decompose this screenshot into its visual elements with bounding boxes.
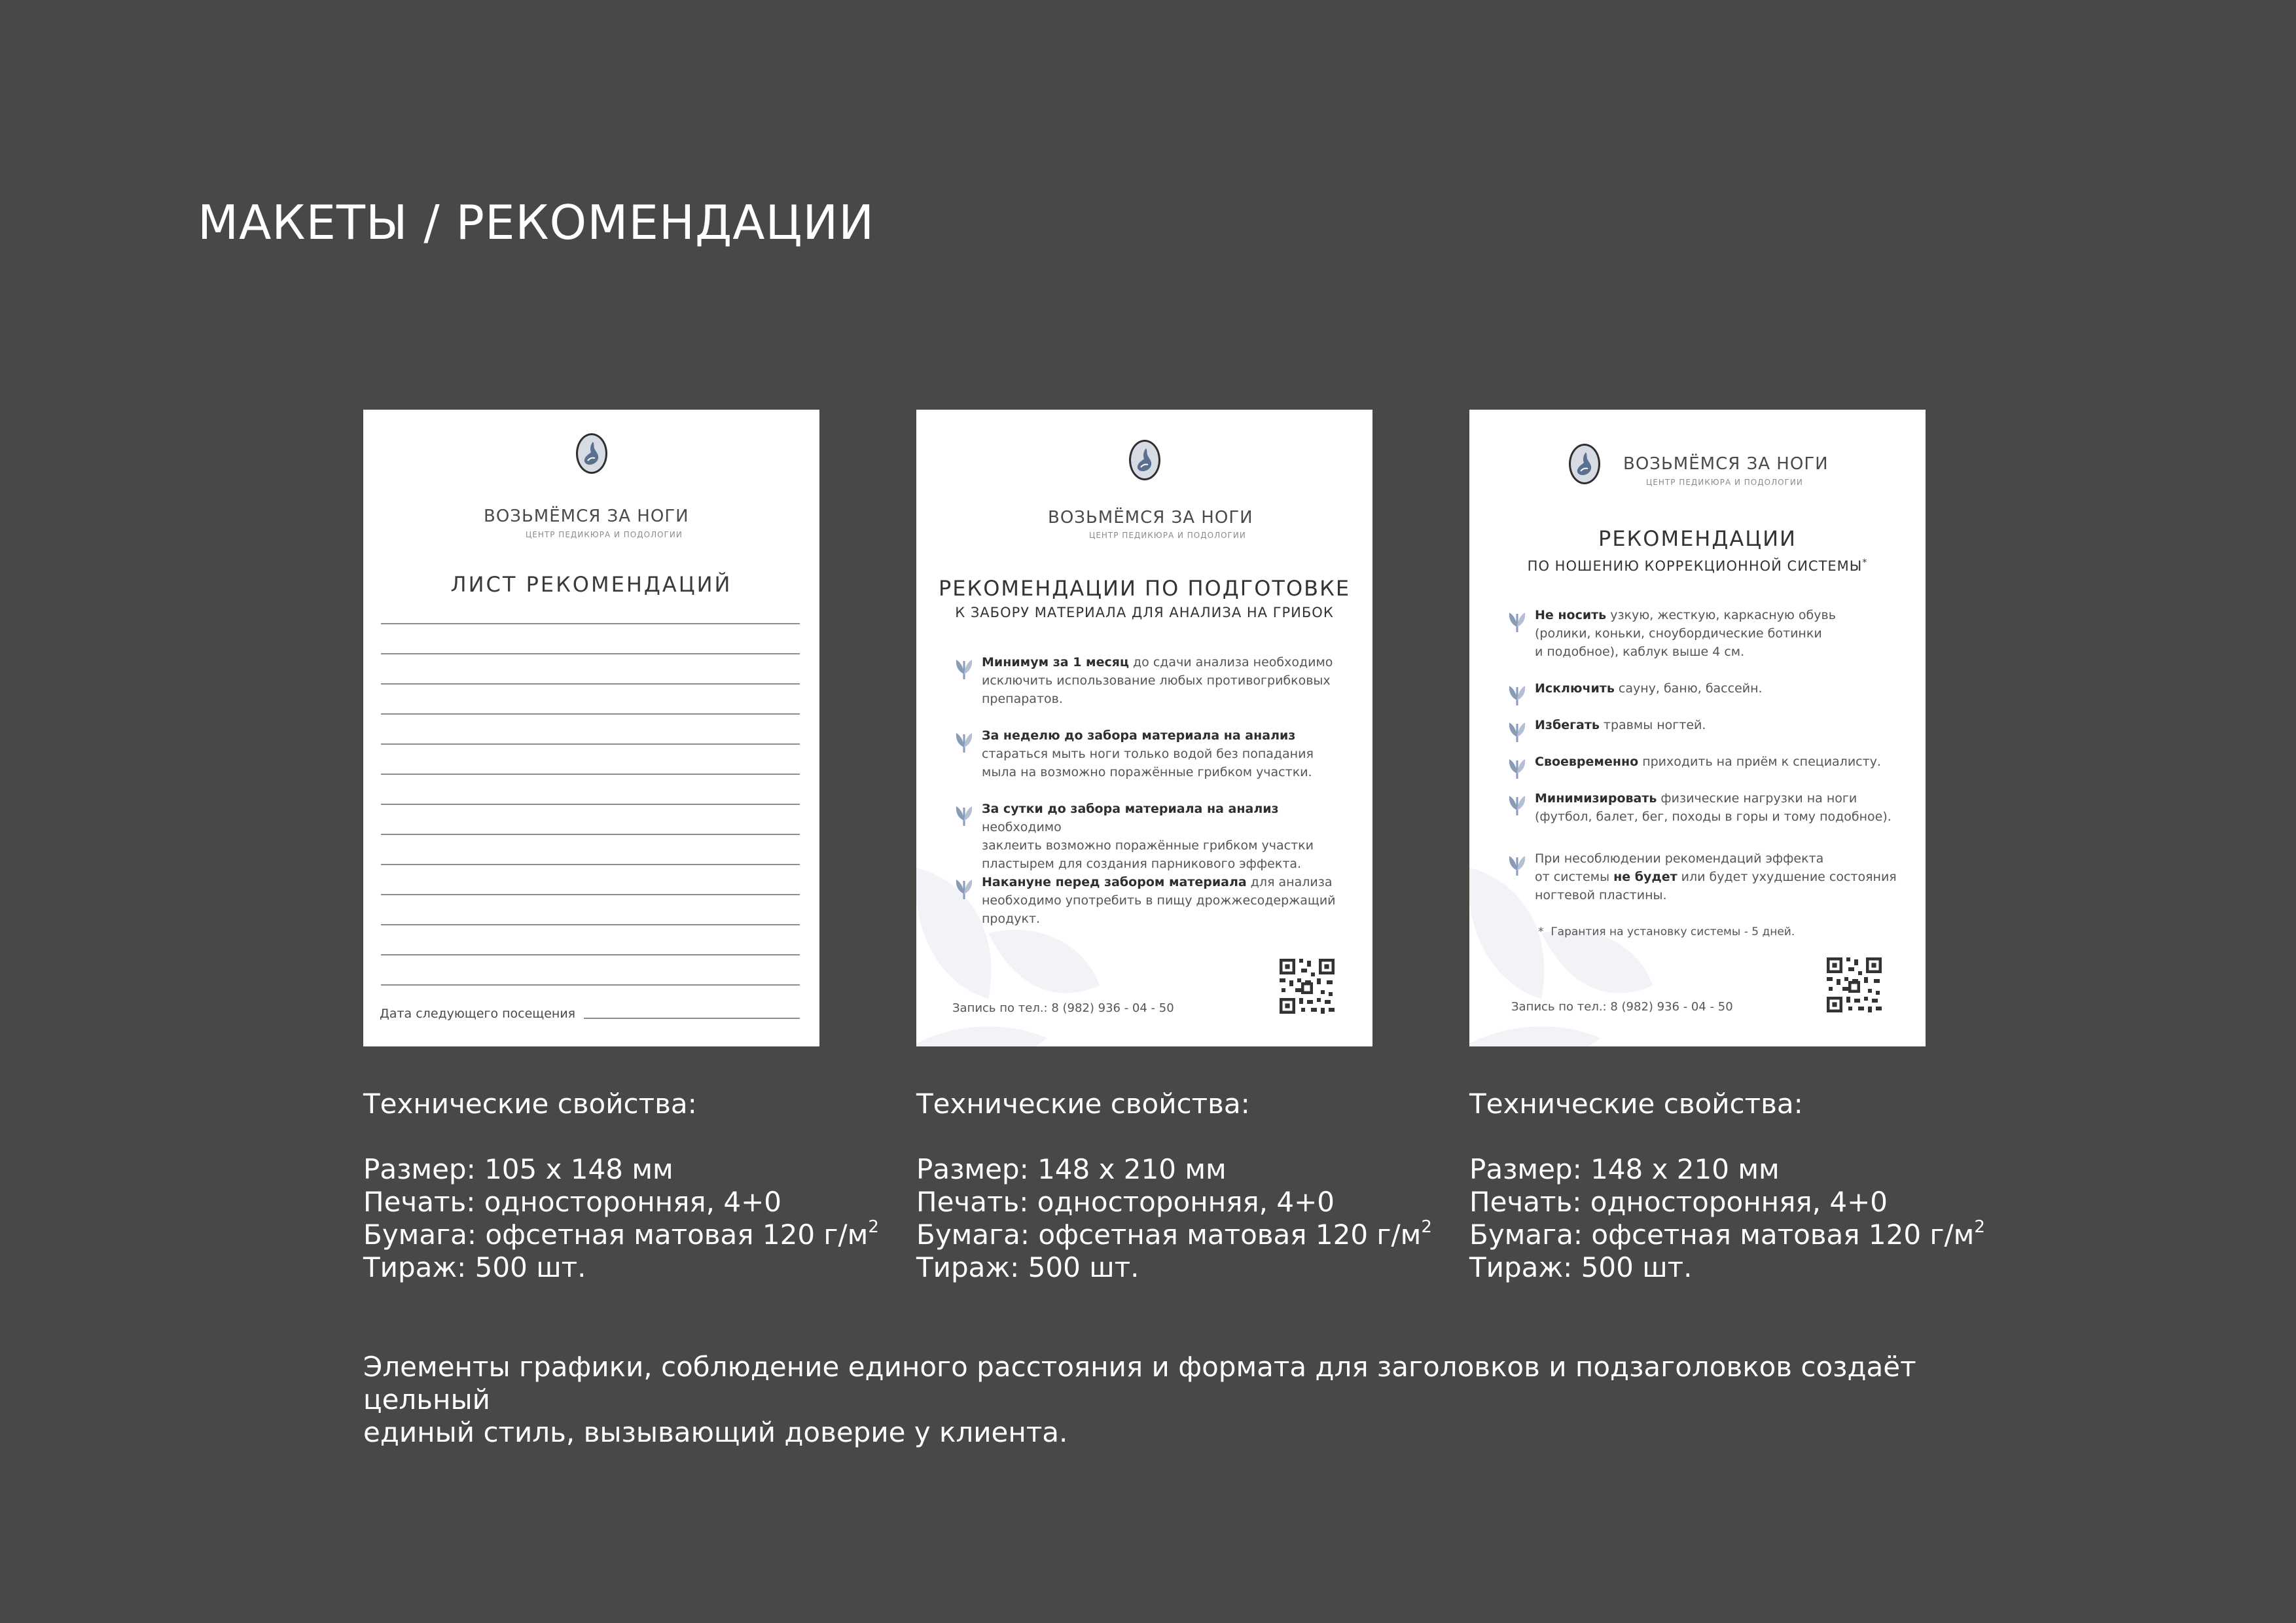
leaf-bullet-icon (1507, 681, 1527, 707)
writing-line (381, 864, 800, 865)
writing-line (381, 713, 800, 715)
tech-specs (363, 1088, 887, 1284)
brand-name: ВОЗЬМЁМСЯ ЗА НОГИ (484, 507, 689, 526)
item-text: За сутки до забора материала на анализ необходимо заклеить возможно поражённые грибком участки пластырем для создания парникового эффекта. (982, 802, 1314, 871)
writing-line (381, 954, 800, 955)
item-text: За неделю до забора материала на анализ стараться мыть ноги только водой без попадания мыла на возможно поражённые грибком участки. (982, 728, 1314, 779)
writing-line (381, 683, 800, 685)
sheet-title: ЛИСТ РЕКОМЕНДАЦИЙ (450, 572, 732, 597)
qr-code-icon (1825, 955, 1884, 1014)
correction-system-mockup (1469, 410, 1926, 1046)
leaf-bullet-icon (1507, 717, 1527, 743)
specs-run: Тираж: 500 шт. (363, 1251, 586, 1283)
specs-print: Печать: односторонняя, 4+0 (916, 1186, 1335, 1218)
writing-line (381, 804, 800, 805)
item-text: Своевременно приходить на приём к специалисту. (1535, 755, 1881, 769)
next-visit-line (584, 1018, 800, 1019)
writing-line (381, 834, 800, 835)
recommendation-sheet-mockup (363, 410, 819, 1046)
tech-specs (916, 1088, 1440, 1284)
card-subtitle: К ЗАБОРУ МАТЕРИАЛА ДЛЯ АНАЛИЗА НА ГРИБОК (955, 605, 1334, 620)
warranty-note: * Гарантия на установку системы - 5 дней. (1538, 925, 1795, 938)
brand-tagline: ЦЕНТР ПЕДИКЮРА И ПОДОЛОГИИ (1089, 531, 1246, 540)
brand-tagline: ЦЕНТР ПЕДИКЮРА И ПОДОЛОГИИ (526, 530, 683, 539)
page-title: МАКЕТЫ / РЕКОМЕНДАЦИИ (198, 195, 875, 250)
writing-line (381, 774, 800, 775)
writing-line (381, 743, 800, 745)
item-text: Исключить сауну, баню, бассейн. (1535, 681, 1763, 696)
specs-size: Размер: 148 х 210 мм (916, 1153, 1227, 1185)
leaf-bullet-icon (1507, 791, 1527, 817)
specs-paper: Бумага: офсетная матовая 120 $г/м^2$ (363, 1217, 879, 1251)
leaf-bullet-icon (1507, 851, 1527, 877)
writing-line (381, 623, 800, 624)
item-text: Минимум за 1 месяц до сдачи анализа необходимо исключить использование любых противогрибковых препаратов. (982, 655, 1333, 706)
item-text: Минимизировать физические нагрузки на ноги (футбол, балет, бег, походы в горы и тому подобное). (1535, 791, 1892, 824)
specs-print: Печать: односторонняя, 4+0 (1469, 1186, 1888, 1218)
specs-heading: Технические свойства: (1469, 1088, 1803, 1120)
phone-number: Запись по тел.: 8 (982) 936 - 04 - 50 (1511, 1000, 1733, 1014)
tech-specs (1469, 1088, 1993, 1284)
fungus-test-prep-mockup (916, 410, 1372, 1046)
phone-number: Запись по тел.: 8 (982) 936 - 04 - 50 (952, 1001, 1174, 1015)
specs-paper: Бумага: офсетная матовая 120 $г/м^2$ (1469, 1217, 1985, 1251)
writing-line (381, 924, 800, 925)
logo-foot-icon (1129, 440, 1160, 480)
leaf-bullet-icon (954, 728, 974, 754)
brand-name: ВОЗЬМЁМСЯ ЗА НОГИ (1623, 454, 1829, 474)
brand-name: ВОЗЬМЁМСЯ ЗА НОГИ (1048, 508, 1253, 527)
item-text: Не носить узкую, жесткую, каркасную обувь (ролики, коньки, сноубордические ботинки и подобное), каблук выше 4 см. (1535, 608, 1836, 659)
logo-foot-icon (1569, 444, 1600, 484)
specs-print: Печать: односторонняя, 4+0 (363, 1186, 781, 1218)
logo-foot-icon (576, 433, 607, 474)
writing-line (381, 894, 800, 895)
item-text: Накануне перед забором материала для анализа необходимо употребить в пищу дрожжесодержащий продукт. (982, 875, 1336, 926)
leaf-bullet-icon (954, 654, 974, 681)
leaf-bullet-icon (954, 874, 974, 901)
specs-heading: Технические свойства: (916, 1088, 1250, 1120)
brand-tagline: ЦЕНТР ПЕДИКЮРА И ПОДОЛОГИИ (1646, 478, 1803, 487)
summary-text: Элементы графики, соблюдение единого расстояния и формата для заголовков и подзаголовков создаёт цельный единый стиль, вызывающий доверие у клиента. (363, 1351, 1916, 1448)
specs-run: Тираж: 500 шт. (1469, 1251, 1693, 1283)
specs-paper: Бумага: офсетная матовая 120 $г/м^2$ (916, 1217, 1432, 1251)
leaf-bullet-icon (1507, 754, 1527, 780)
writing-line (381, 984, 800, 986)
card-title: РЕКОМЕНДАЦИИ (1598, 526, 1797, 551)
qr-code-icon (1278, 957, 1336, 1016)
next-visit-label: Дата следующего посещения (380, 1007, 576, 1021)
specs-size: Размер: 148 х 210 мм (1469, 1153, 1780, 1185)
item-text: Избегать травмы ногтей. (1535, 718, 1706, 732)
card-subtitle: ПО НОШЕНИЮ КОРРЕКЦИОННОЙ СИСТЕМЫ* (1527, 558, 1868, 574)
item-text: При несоблюдении рекомендаций эффекта от системы не будет или будет ухудшение состояния ногтевой пластины. (1535, 851, 1897, 902)
specs-size: Размер: 105 х 148 мм (363, 1153, 673, 1185)
specs-run: Тираж: 500 шт. (916, 1251, 1139, 1283)
card-title: РЕКОМЕНДАЦИИ ПО ПОДГОТОВКЕ (938, 576, 1351, 601)
writing-line (381, 653, 800, 654)
leaf-bullet-icon (954, 801, 974, 827)
leaf-bullet-icon (1507, 607, 1527, 633)
specs-heading: Технические свойства: (363, 1088, 697, 1120)
